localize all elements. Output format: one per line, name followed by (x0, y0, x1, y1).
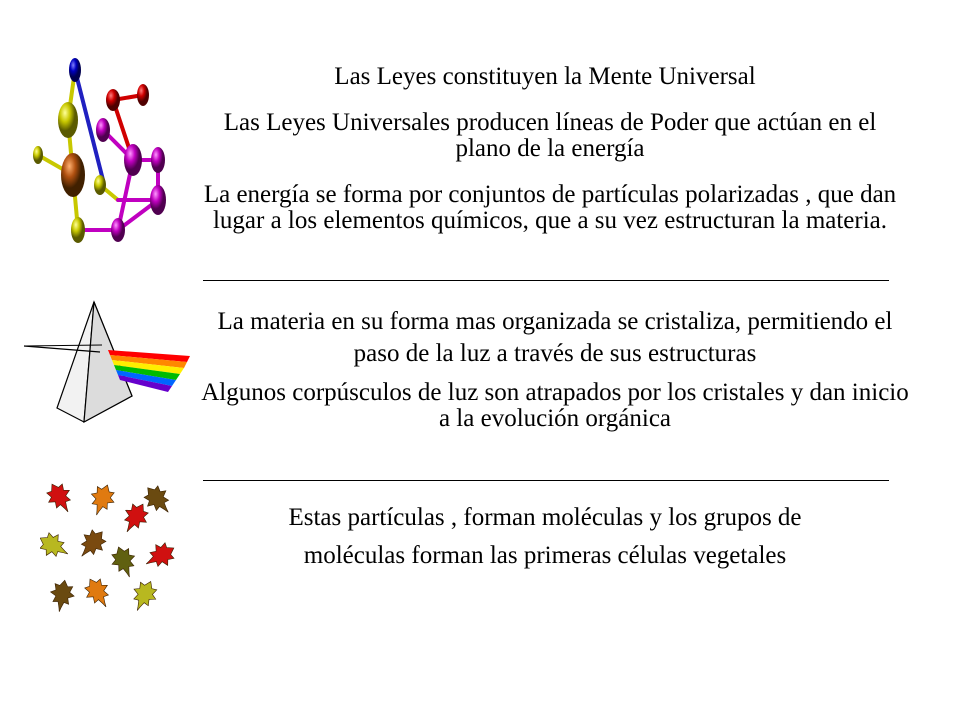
leaves-illustration (40, 478, 185, 618)
molecule-illustration (28, 50, 178, 250)
paragraph-energy-particles: La energía se forma por conjuntos de partículas polarizadas , que dan lugar a los elementos químicos, que a su vez estructuran la materia. (203, 181, 897, 234)
paragraph-matter-crystallizes: La materia en su forma mas organizada se cristaliza, permitiendo el paso de la luz a través de sus estructuras (217, 308, 893, 367)
paragraph-laws-power: Las Leyes Universales producen líneas de Poder que actúan en el plano de la energía (223, 109, 877, 162)
paragraph-laws-mind: Las Leyes constituyen la Mente Universal (334, 63, 756, 90)
prism-illustration (22, 300, 197, 425)
paragraph-light-corpuscles: Algunos corpúsculos de luz son atrapados por los cristales y dan inicio a la evolución orgánica (201, 379, 909, 432)
divider-2 (203, 480, 889, 481)
paragraph-plant-cells: Estas partículas , forman moléculas y los grupos de moléculas forman las primeras células vegetales (288, 504, 802, 569)
divider-1 (203, 280, 889, 281)
